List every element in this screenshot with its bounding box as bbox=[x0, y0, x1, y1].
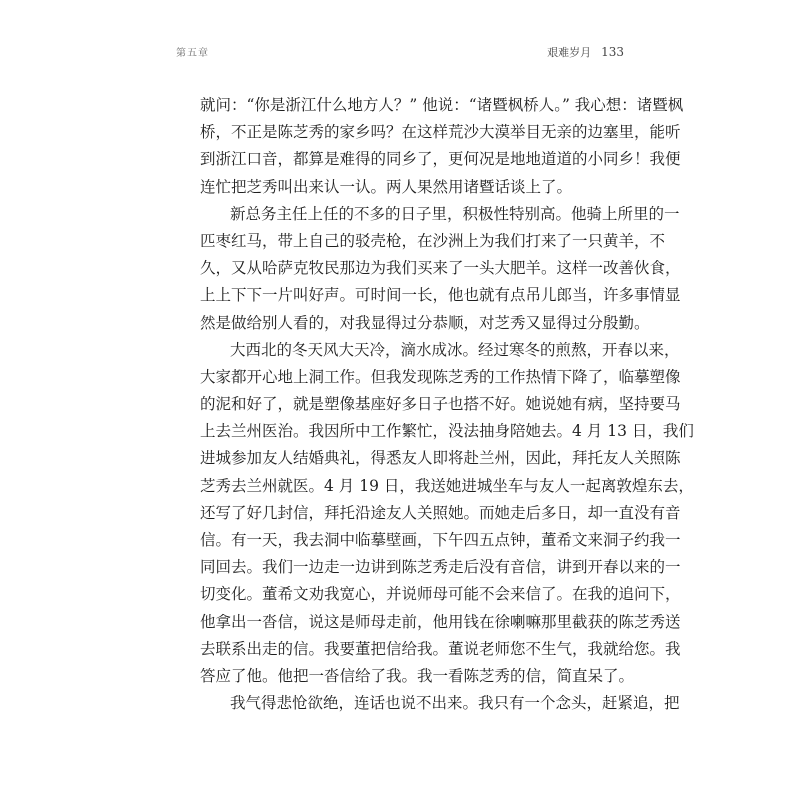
text-line: 进城参加友人结婚典礼，得悉友人即将赴兰州，因此，拜托友人关照陈 bbox=[200, 449, 681, 468]
text-line: 然是做给别人看的，对我显得过分恭顺，对芝秀又显得过分殷勤。 bbox=[200, 313, 650, 332]
text-line: 匹枣红马，带上自己的驳壳枪，在沙洲上为我们打来了一只黄羊，不 bbox=[200, 231, 666, 250]
section-title: 艰难岁月 bbox=[547, 46, 592, 59]
text-line: 上上下下一片叫好声。可时间一长，他也就有点吊儿郎当，许多事情显 bbox=[200, 286, 681, 305]
text-line: 久，又从哈萨克牧民那边为我们买来了一头大肥羊。这样一改善伙食， bbox=[200, 259, 681, 278]
text-line: 大家都开心地上洞工作。但我发现陈芝秀的工作热情下降了，临摹塑像 bbox=[200, 367, 681, 386]
text-line: 我气得悲怆欲绝，连话也说不出来。我只有一个念头，赶紧追，把 bbox=[230, 694, 680, 713]
text-line: 答应了他。他把一沓信给了我。我一看陈芝秀的信，简直呆了。 bbox=[200, 666, 635, 685]
text-line: 上去兰州医治。我因所中工作繁忙，没法抽身陪她去。4 月 13 日，我们 bbox=[200, 422, 694, 441]
text-line: 大西北的冬天风大天冷，滴水成冰。经过寒冬的煎熬，开春以来， bbox=[230, 340, 680, 359]
text-line: 到浙江口音，都算是难得的同乡了，更何况是地地道道的小同乡！我便 bbox=[200, 150, 681, 169]
text-line: 桥，不正是陈芝秀的家乡吗？在这样荒沙大漠举目无亲的边塞里，能听 bbox=[200, 123, 681, 142]
text-line: 就问：“你是浙江什么地方人？” 他说：“诸暨枫桥人。” 我心想：诸暨枫 bbox=[200, 96, 684, 114]
text-line: 芝秀去兰州就医。4 月 19 日，我送她进城坐车与友人一起离敦煌东去， bbox=[200, 476, 694, 495]
page-number: 133 bbox=[601, 45, 624, 59]
text-line: 切变化。董希文劝我宽心，并说师母可能不会来信了。在我的追问下， bbox=[200, 585, 681, 604]
body-text bbox=[200, 92, 694, 717]
text-line: 的泥和好了，就是塑像基座好多日子也搭不好。她说她有病，坚持要马 bbox=[200, 395, 681, 414]
text-line: 信。有一天，我去洞中临摹壁画，下午四五点钟，董希文来洞子约我一 bbox=[200, 531, 681, 549]
text-line: 连忙把芝秀叫出来认一认。两人果然用诸暨话谈上了。 bbox=[200, 177, 573, 196]
running-header bbox=[547, 45, 624, 60]
text-line: 同回去。我们一边走一边讲到陈芝秀走后没有音信，讲到开春以来的一 bbox=[200, 558, 681, 577]
text-line: 他拿出一沓信，说这是师母走前，他用钱在徐喇嘛那里截获的陈芝秀送 bbox=[200, 612, 681, 631]
text-line: 新总务主任上任的不多的日子里，积极性特别高。他骑上所里的一 bbox=[230, 204, 680, 223]
chapter-header: 第五章 bbox=[176, 48, 209, 59]
text-line: 去联系出走的信。我要董把信给我。董说老师您不生气，我就给您。我 bbox=[200, 639, 681, 658]
text-line: 还写了好几封信，拜托沿途友人关照她。而她走后多日，却一直没有音 bbox=[200, 503, 681, 522]
